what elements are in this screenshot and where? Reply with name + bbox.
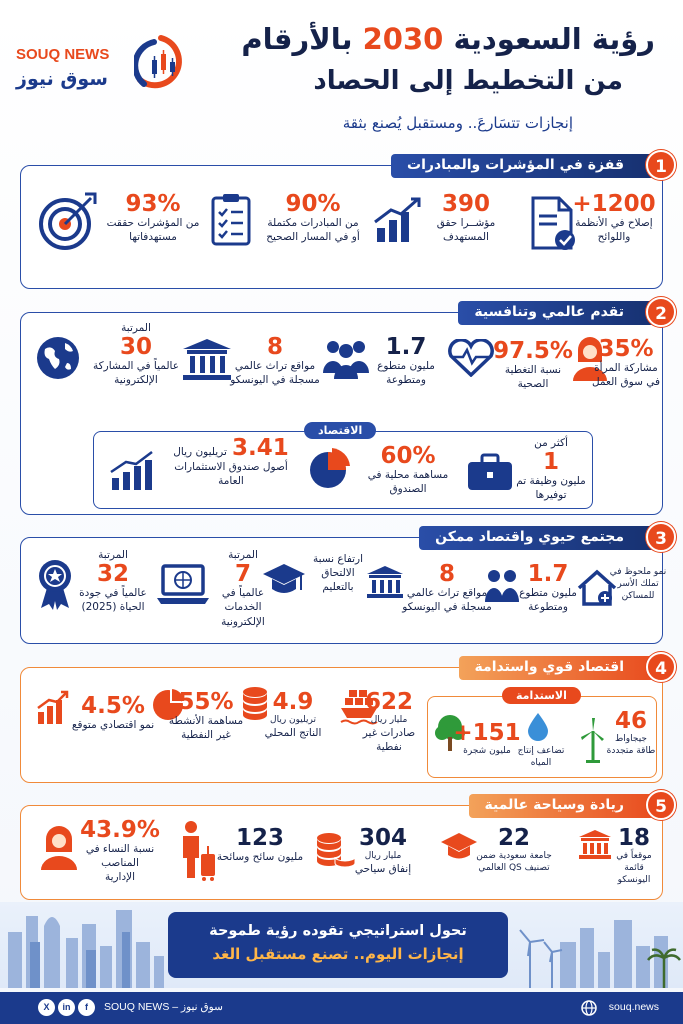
pie-chart-icon — [306, 448, 350, 492]
stat-initiatives: 90% من المبادرات مكتملة أو في المسار الصحيح — [266, 191, 360, 244]
stat-heritage-sites-2: 8 مواقع تراث عالمي مسجلة في اليونسكو — [402, 561, 492, 614]
stat-health-coverage: 97.5% نسبة التغطية الصحية — [493, 338, 573, 391]
heritage-building-icon — [577, 828, 613, 860]
heritage-building-icon — [365, 564, 405, 600]
section-5-title: ريادة وسياحة عالمية — [469, 794, 662, 818]
award-medal-icon — [35, 558, 75, 610]
stat-volunteers: 1.7 مليون متطوع ومتطوعة — [377, 334, 435, 387]
growth-chart-icon — [371, 196, 427, 246]
traveler-icon — [177, 820, 217, 882]
laptop-icon — [155, 562, 211, 606]
stat-heritage-sites: 8 مواقع تراث عالمي مسجلة في اليونسكو — [230, 334, 320, 387]
water-drop-icon — [526, 711, 550, 741]
section-vibrant-society — [20, 529, 667, 644]
banner-line-1: تحول استراتيجي تقوده رؤية طموحة — [209, 923, 467, 939]
banner-line-2: إنجازات اليوم.. تصنع مستقبل الغد — [212, 945, 464, 963]
stat-reforms: +1200 إصلاح في الأنظمة واللوائح — [572, 191, 656, 244]
section-1-number: 1 — [646, 150, 676, 180]
stat-gdp: 4.9 تريليون ريال الناتج المحلي — [264, 689, 322, 740]
stat-targets: 93% من المؤشرات حققت مستهدفاتها — [106, 191, 200, 244]
clipboard-checklist-icon — [209, 192, 253, 248]
woman-icon — [37, 824, 81, 872]
section-indicators — [20, 157, 667, 289]
section-strong-economy — [20, 659, 667, 783]
page-title: رؤية السعودية 2030 بالأرقام — [241, 22, 655, 56]
sustainability-label: الاستدامة — [502, 687, 581, 704]
economy-box — [93, 424, 593, 509]
section-4-title: اقتصاد قوي واستدامة — [459, 656, 662, 680]
footer-website-link[interactable]: souq.news — [608, 1001, 659, 1013]
stat-nonoil-share: 55% مساهمة الأنشطة غير النفطية — [168, 689, 244, 742]
stat-quality-of-life-rank: المرتبة 32 عالمياً في جودة الحياة (2025) — [79, 549, 147, 614]
stat-unesco-sites: 18 موقعاً في قائمة اليونسكو — [616, 825, 652, 886]
footer — [0, 992, 683, 1024]
section-leadership-tourism — [20, 797, 667, 900]
stat-eservices-rank: المرتبة 7 عالمياً في الخدمات الإلكترونية — [221, 549, 265, 628]
stat-home-ownership: نمو ملحوظ في تملك الأسر للمساكن — [609, 567, 667, 602]
section-1-title: قفزة في المؤشرات والمبادرات — [391, 154, 662, 178]
page-subtitle: إنجازات تتسَارعَ.. ومستقبل يُصنع بثقة — [342, 114, 573, 132]
section-global-progress — [20, 304, 667, 515]
logo-text-ar: سوق نيوز — [16, 68, 108, 90]
target-icon — [37, 190, 99, 252]
stat-economic-growth: 4.5% نمو اقتصادي متوقع — [71, 693, 155, 732]
header — [0, 0, 683, 148]
volunteers-icon — [321, 337, 371, 381]
stat-volunteers-2: 1.7 مليون متطوع ومتطوعة — [519, 561, 577, 614]
stat-education-enrollment: ارتفاع نسبة الالتحاق بالتعليم — [312, 553, 364, 594]
page-title-line2: من التخطيط إلى الحصاد — [313, 66, 623, 96]
x-social-icon[interactable]: X — [38, 999, 55, 1016]
section-4-number: 4 — [646, 652, 676, 682]
stat-tourists: 123 مليون سائح وسائحة — [216, 825, 304, 864]
section-2-title: تقدم عالمي وتنافسية — [458, 301, 662, 325]
sustainability-box — [427, 689, 657, 778]
stat-water-production: تضاعف إنتاج المياه — [517, 746, 565, 769]
heritage-building-icon — [181, 337, 233, 381]
stat-pif-assets: 3.41 تريليون ريال أصول صندوق الاستثمارات العامة — [173, 435, 289, 488]
heartbeat-icon — [445, 339, 497, 377]
stat-qs-universities: 22 جامعة سعودية ضمن تصنيف QS العالمي — [476, 825, 552, 874]
growth-bars-icon — [108, 450, 158, 492]
globe-icon — [581, 1000, 597, 1016]
banner-message — [168, 912, 508, 978]
logo-text-en: SOUQ NEWS — [16, 46, 110, 63]
section-3-title: مجتمع حيوي واقتصاد ممكن — [419, 526, 662, 550]
wind-turbine-icon — [578, 717, 608, 763]
section-3-number: 3 — [646, 522, 676, 552]
stat-indicators: 390 مؤشــرا حقق المستهدف — [436, 191, 496, 244]
linkedin-social-icon[interactable]: in — [58, 999, 75, 1016]
stat-women-management: 43.9% نسبة النساء في المناصب الإدارية — [80, 817, 160, 884]
section-5-number: 5 — [646, 790, 676, 820]
growth-bars-icon — [35, 690, 71, 726]
footer-brand: SOUQ NEWS – سوق نيوز — [104, 1001, 223, 1013]
title-year: 2030 — [362, 22, 444, 56]
stat-women-work: 35% مشاركة المرأة في سوق العمل — [591, 336, 661, 389]
stat-renewable-energy: 46 جيجاواط طاقة متجددة — [606, 708, 656, 757]
economy-label: الاقتصاد — [304, 422, 376, 439]
section-2-number: 2 — [646, 297, 676, 327]
globe-icon — [35, 335, 81, 381]
stat-eparticipation-rank: المرتبة 30 عالمياً في المشاركة الإلكترونية — [93, 322, 179, 387]
facebook-social-icon[interactable]: f — [78, 999, 95, 1016]
stat-local-content: 60% مساهمة محلية في الصندوق — [367, 443, 449, 496]
stat-tourism-spending: 304 مليار ريال إنفاق سياحي — [354, 825, 412, 876]
briefcase-icon — [466, 452, 514, 492]
stat-nonoil-exports: 622 مليار ريال صادرات غير نفطية — [362, 689, 416, 754]
stat-jobs: أكثر من 1 مليون وظيفة تم توفيرها — [516, 437, 586, 502]
logo[interactable] — [16, 34, 186, 100]
logo-mark-icon — [134, 34, 188, 96]
stat-trees: +151 مليون شجرة — [453, 720, 521, 757]
